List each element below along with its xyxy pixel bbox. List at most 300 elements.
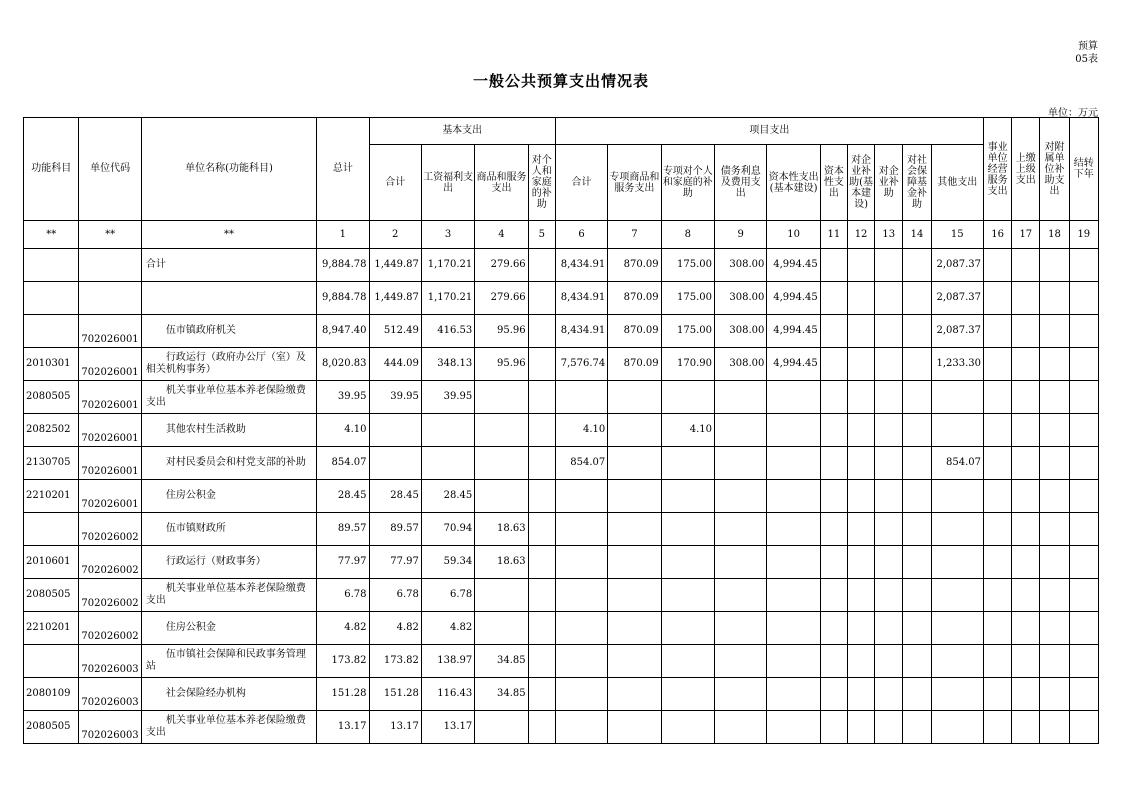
value-cell [931, 546, 983, 579]
value-cell [661, 513, 714, 546]
value-cell [847, 711, 874, 744]
unit-code-cell: 702026001 [79, 414, 141, 447]
value-cell [369, 414, 421, 447]
value-cell [984, 678, 1012, 711]
value-cell [1069, 612, 1098, 645]
value-cell [1069, 546, 1098, 579]
value-cell [1069, 447, 1098, 480]
value-cell [1069, 282, 1098, 315]
index-cell: 17 [1012, 221, 1040, 249]
value-cell [931, 612, 983, 645]
header-unit-name: 单位名称(功能科目) [141, 118, 316, 221]
index-cell: 16 [984, 221, 1012, 249]
value-cell [984, 645, 1012, 678]
unit-name-cell [141, 414, 316, 447]
value-cell: 4,994.45 [767, 282, 820, 315]
value-cell [931, 480, 983, 513]
index-cell: 6 [555, 221, 607, 249]
value-cell [847, 579, 874, 612]
value-cell [608, 645, 661, 678]
table-row [24, 579, 1099, 612]
unit-code-cell: 702026002 [79, 546, 141, 579]
unit-name-text: 行政运行（财政事务） [165, 556, 266, 567]
value-cell: 34.85 [475, 645, 528, 678]
value-cell [528, 282, 555, 315]
value-cell [608, 414, 661, 447]
value-cell [820, 645, 847, 678]
value-cell [528, 480, 555, 513]
index-cell: 3 [421, 221, 474, 249]
header-project-8: 对企业补助 [875, 145, 903, 221]
value-cell [475, 579, 528, 612]
value-cell: 2,087.37 [931, 282, 983, 315]
value-cell [421, 414, 474, 447]
value-cell [1012, 447, 1040, 480]
value-cell [661, 612, 714, 645]
value-cell [715, 579, 767, 612]
value-cell [820, 249, 847, 282]
func-code-cell [24, 513, 79, 546]
value-cell [903, 414, 931, 447]
header-project-3: 专项对个人和家庭的补助 [661, 145, 714, 221]
value-cell [528, 249, 555, 282]
value-cell [931, 645, 983, 678]
value-cell [1012, 645, 1040, 678]
value-cell [847, 348, 874, 381]
value-cell: 9,884.78 [317, 282, 369, 315]
value-cell [1012, 414, 1040, 447]
value-cell: 34.85 [475, 678, 528, 711]
value-cell [475, 612, 528, 645]
value-cell [661, 447, 714, 480]
value-cell [903, 711, 931, 744]
value-cell: 8,947.40 [317, 315, 369, 348]
value-cell [715, 513, 767, 546]
table-row [24, 711, 1099, 744]
value-cell [608, 711, 661, 744]
value-cell: 308.00 [715, 348, 767, 381]
unit-code-cell: 702026003 [79, 678, 141, 711]
value-cell: 175.00 [661, 249, 714, 282]
value-cell [903, 315, 931, 348]
value-cell [608, 612, 661, 645]
value-cell: 279.66 [475, 282, 528, 315]
value-cell [984, 414, 1012, 447]
value-cell [1040, 678, 1069, 711]
value-cell [715, 711, 767, 744]
value-cell: 77.97 [369, 546, 421, 579]
value-cell [1040, 282, 1069, 315]
value-cell: 18.63 [475, 546, 528, 579]
value-cell: 4.10 [555, 414, 607, 447]
value-cell [820, 612, 847, 645]
unit-name-text: 机关事业单位基本养老保险缴费支出 [145, 583, 306, 606]
value-cell [903, 249, 931, 282]
value-cell: 4,994.45 [767, 348, 820, 381]
value-cell [820, 447, 847, 480]
value-cell [903, 612, 931, 645]
value-cell [608, 480, 661, 513]
value-cell: 6.78 [317, 579, 369, 612]
value-cell [528, 579, 555, 612]
unit-name-text: 合计 [145, 259, 166, 270]
value-cell [875, 513, 903, 546]
value-cell [608, 678, 661, 711]
value-cell [1012, 480, 1040, 513]
index-cell: 19 [1069, 221, 1098, 249]
unit-name-cell [141, 315, 316, 348]
index-cell: 13 [875, 221, 903, 249]
value-cell [661, 480, 714, 513]
value-cell [1069, 678, 1098, 711]
value-cell [875, 315, 903, 348]
value-cell: 512.49 [369, 315, 421, 348]
table-row [24, 348, 1099, 381]
value-cell: 39.95 [369, 381, 421, 414]
unit-code-cell: 702026001 [79, 447, 141, 480]
value-cell [1012, 513, 1040, 546]
value-cell [1012, 348, 1040, 381]
header-project-6: 资本性支出 [820, 145, 847, 221]
value-cell [984, 348, 1012, 381]
index-row [24, 221, 1099, 249]
value-cell: 116.43 [421, 678, 474, 711]
unit-code-cell: 702026001 [79, 348, 141, 381]
value-cell: 1,449.87 [369, 249, 421, 282]
value-cell [555, 645, 607, 678]
value-cell [661, 711, 714, 744]
value-cell [820, 348, 847, 381]
unit-name-cell [141, 711, 316, 744]
value-cell: 308.00 [715, 315, 767, 348]
unit-name-text: 机关事业单位基本养老保险缴费支出 [145, 385, 306, 408]
value-cell [984, 381, 1012, 414]
table-row [24, 249, 1099, 282]
unit-label: 单位：万元 [1048, 108, 1098, 119]
value-cell: 2,087.37 [931, 315, 983, 348]
value-cell [1040, 315, 1069, 348]
value-cell [875, 381, 903, 414]
value-cell [608, 546, 661, 579]
header-project-4: 债务利息及费用支出 [715, 145, 767, 221]
value-cell: 59.34 [421, 546, 474, 579]
value-cell [1069, 579, 1098, 612]
unit-code-cell [79, 249, 141, 282]
value-cell [847, 612, 874, 645]
value-cell [767, 546, 820, 579]
index-cell: 14 [903, 221, 931, 249]
value-cell: 18.63 [475, 513, 528, 546]
value-cell [767, 579, 820, 612]
value-cell [555, 546, 607, 579]
value-cell: 8,434.91 [555, 282, 607, 315]
value-cell [475, 381, 528, 414]
header-project-5: 资本性支出(基本建设) [767, 145, 820, 221]
value-cell: 4,994.45 [767, 249, 820, 282]
value-cell [528, 447, 555, 480]
unit-name-cell [141, 447, 316, 480]
value-cell [984, 447, 1012, 480]
func-code-cell: 2080505 [24, 711, 79, 744]
header-basic-1: 合计 [369, 145, 421, 221]
value-cell [820, 711, 847, 744]
func-code-cell: 2010301 [24, 348, 79, 381]
value-cell [1040, 348, 1069, 381]
value-cell [1069, 711, 1098, 744]
value-cell [421, 447, 474, 480]
value-cell [931, 579, 983, 612]
value-cell [984, 513, 1012, 546]
value-cell: 1,449.87 [369, 282, 421, 315]
value-cell [661, 645, 714, 678]
header-project-2: 专项商品和服务支出 [608, 145, 661, 221]
value-cell [984, 282, 1012, 315]
value-cell [1040, 381, 1069, 414]
value-cell [903, 381, 931, 414]
value-cell: 170.90 [661, 348, 714, 381]
value-cell [1069, 513, 1098, 546]
value-cell: 854.07 [555, 447, 607, 480]
table-row [24, 315, 1099, 348]
value-cell [847, 447, 874, 480]
value-cell [847, 381, 874, 414]
value-cell [1012, 546, 1040, 579]
header-project-10: 其他支出 [931, 145, 983, 221]
value-cell: 173.82 [317, 645, 369, 678]
value-cell [984, 711, 1012, 744]
value-cell [875, 579, 903, 612]
value-cell [931, 513, 983, 546]
value-cell [847, 282, 874, 315]
value-cell: 4,994.45 [767, 315, 820, 348]
func-code-cell [24, 282, 79, 315]
value-cell [931, 678, 983, 711]
value-cell: 39.95 [421, 381, 474, 414]
value-cell: 854.07 [931, 447, 983, 480]
value-cell: 1,170.21 [421, 282, 474, 315]
unit-code-cell: 702026002 [79, 579, 141, 612]
value-cell: 95.96 [475, 348, 528, 381]
unit-name-text: 其他农村生活救助 [165, 424, 246, 435]
value-cell [767, 513, 820, 546]
value-cell [875, 711, 903, 744]
value-cell [903, 447, 931, 480]
value-cell [528, 711, 555, 744]
value-cell: 4.82 [369, 612, 421, 645]
value-cell [1012, 381, 1040, 414]
value-cell: 28.45 [369, 480, 421, 513]
table-row [24, 546, 1099, 579]
header-basic-4: 对个人和家庭的补助 [528, 145, 555, 221]
value-cell [767, 678, 820, 711]
value-cell [875, 678, 903, 711]
value-cell: 348.13 [421, 348, 474, 381]
value-cell [903, 282, 931, 315]
unit-name-cell [141, 546, 316, 579]
table-row [24, 513, 1099, 546]
func-code-cell: 2130705 [24, 447, 79, 480]
value-cell [1040, 414, 1069, 447]
index-cell: 9 [715, 221, 767, 249]
table-row [24, 282, 1099, 315]
value-cell [875, 348, 903, 381]
value-cell [875, 645, 903, 678]
value-cell: 28.45 [317, 480, 369, 513]
header-project-1: 合计 [555, 145, 607, 221]
index-cell: 10 [767, 221, 820, 249]
index-cell: 1 [317, 221, 369, 249]
value-cell: 77.97 [317, 546, 369, 579]
value-cell [715, 480, 767, 513]
value-cell [1069, 480, 1098, 513]
value-cell: 870.09 [608, 282, 661, 315]
unit-name-cell [141, 579, 316, 612]
header-total: 总计 [317, 118, 369, 221]
value-cell: 870.09 [608, 348, 661, 381]
unit-name-text: 行政运行（政府办公厅（室）及相关机构事务） [145, 352, 306, 375]
func-code-cell: 2080505 [24, 579, 79, 612]
value-cell [608, 513, 661, 546]
page-title: 一般公共预算支出情况表 [472, 72, 649, 90]
value-cell [875, 447, 903, 480]
header-basic-3: 商品和服务支出 [475, 145, 528, 221]
value-cell: 8,434.91 [555, 315, 607, 348]
value-cell: 89.57 [369, 513, 421, 546]
value-cell [1012, 579, 1040, 612]
value-cell [1069, 645, 1098, 678]
value-cell [1069, 381, 1098, 414]
value-cell [1040, 579, 1069, 612]
index-cell: 5 [528, 221, 555, 249]
value-cell [875, 282, 903, 315]
form-number-line2: 05表 [1075, 54, 1098, 65]
value-cell [903, 546, 931, 579]
value-cell [608, 579, 661, 612]
func-code-cell: 2080109 [24, 678, 79, 711]
func-code-cell: 2080505 [24, 381, 79, 414]
header-project: 项目支出 [555, 118, 983, 145]
table-row [24, 480, 1099, 513]
value-cell [847, 480, 874, 513]
value-cell [820, 282, 847, 315]
value-cell [875, 249, 903, 282]
index-cell: ** [24, 221, 79, 249]
value-cell [1069, 249, 1098, 282]
table-body [24, 221, 1099, 744]
value-cell [528, 381, 555, 414]
table-row [24, 414, 1099, 447]
unit-name-text: 机关事业单位基本养老保险缴费支出 [145, 715, 306, 738]
value-cell [475, 414, 528, 447]
value-cell [475, 480, 528, 513]
index-cell: 8 [661, 221, 714, 249]
func-code-cell: 2210201 [24, 612, 79, 645]
value-cell: 95.96 [475, 315, 528, 348]
value-cell: 6.78 [421, 579, 474, 612]
unit-code-cell [79, 282, 141, 315]
unit-code-cell: 702026003 [79, 711, 141, 744]
value-cell [820, 579, 847, 612]
func-code-cell [24, 249, 79, 282]
index-cell: 12 [847, 221, 874, 249]
value-cell: 4.10 [317, 414, 369, 447]
value-cell [820, 513, 847, 546]
value-cell: 70.94 [421, 513, 474, 546]
value-cell [1069, 315, 1098, 348]
index-cell: ** [79, 221, 141, 249]
value-cell [984, 546, 1012, 579]
header-tail-3: 对附属单位补助支出 [1040, 118, 1069, 221]
value-cell [903, 480, 931, 513]
unit-name-text: 对村民委员会和村党支部的补助 [165, 457, 306, 468]
value-cell [847, 513, 874, 546]
index-cell: 18 [1040, 221, 1069, 249]
value-cell [847, 249, 874, 282]
value-cell [875, 480, 903, 513]
index-cell: 4 [475, 221, 528, 249]
value-cell [1040, 513, 1069, 546]
header-project-7: 对企业补助(基本建设) [847, 145, 874, 221]
value-cell [555, 381, 607, 414]
unit-code-cell: 702026002 [79, 513, 141, 546]
value-cell [903, 678, 931, 711]
value-cell [984, 315, 1012, 348]
value-cell [475, 711, 528, 744]
header-unit-code: 单位代码 [79, 118, 141, 221]
value-cell [847, 414, 874, 447]
value-cell: 151.28 [317, 678, 369, 711]
value-cell [528, 315, 555, 348]
value-cell: 8,020.83 [317, 348, 369, 381]
value-cell [1012, 711, 1040, 744]
value-cell [875, 612, 903, 645]
index-cell: 15 [931, 221, 983, 249]
value-cell: 13.17 [421, 711, 474, 744]
func-code-cell: 2010601 [24, 546, 79, 579]
table-row [24, 645, 1099, 678]
value-cell: 6.78 [369, 579, 421, 612]
unit-code-cell: 702026002 [79, 612, 141, 645]
value-cell [931, 414, 983, 447]
value-cell [661, 381, 714, 414]
value-cell [1040, 447, 1069, 480]
unit-name-text: 社会保险经办机构 [165, 688, 246, 699]
value-cell [608, 381, 661, 414]
value-cell [555, 678, 607, 711]
table-row [24, 447, 1099, 480]
value-cell [661, 579, 714, 612]
value-cell [1040, 480, 1069, 513]
value-cell [715, 678, 767, 711]
value-cell [847, 546, 874, 579]
value-cell [1069, 414, 1098, 447]
value-cell [931, 381, 983, 414]
value-cell [555, 480, 607, 513]
value-cell: 870.09 [608, 249, 661, 282]
value-cell [984, 579, 1012, 612]
value-cell: 308.00 [715, 282, 767, 315]
unit-name-text: 伍市镇财政所 [165, 523, 226, 534]
unit-name-text: 住房公积金 [165, 490, 216, 501]
func-code-cell: 2082502 [24, 414, 79, 447]
value-cell: 308.00 [715, 249, 767, 282]
unit-code-cell: 702026001 [79, 315, 141, 348]
value-cell [715, 546, 767, 579]
value-cell [528, 612, 555, 645]
unit-name-cell [141, 678, 316, 711]
value-cell [903, 645, 931, 678]
table-header [24, 118, 1099, 221]
